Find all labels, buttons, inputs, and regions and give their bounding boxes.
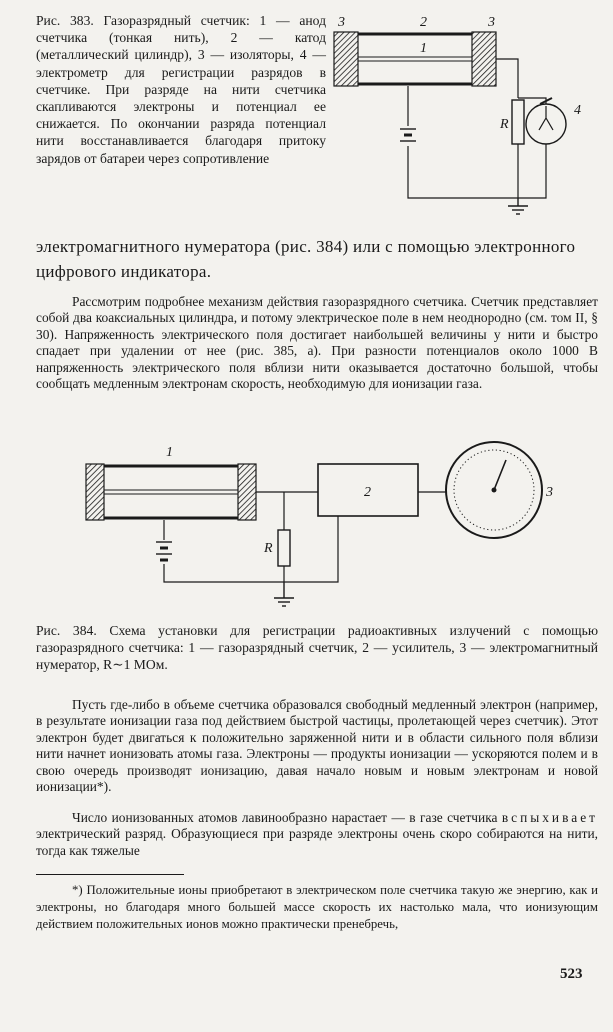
label-insulator-left: 3 xyxy=(338,15,345,30)
label-electrometer: 4 xyxy=(574,103,581,118)
label-resistor-384: R xyxy=(264,541,273,556)
fig384-caption: Рис. 384. Схема установки для регистрации радиоактивных излучений с помощью газоразрядного счетчика: 1 — газоразрядный счетчик, 2 — усилитель, 3 — электромагнитный нумератор, R∼1 МОм. xyxy=(36,623,598,673)
numerator-dial xyxy=(446,442,542,538)
insulator-left xyxy=(334,32,358,86)
footnote: *) Положительные ионы приобретают в электрическом поле счетчика такую же энергию, как и электроны, но благодаря много большей массе скорость их настолько мала, что ионизующим действием положительных ионов можно практически пренебречь, xyxy=(36,883,598,931)
paragraph-3-emphasis: вспыхивает xyxy=(501,810,598,825)
label-numerator: 3 xyxy=(546,485,553,500)
fig384-diagram xyxy=(64,440,584,616)
fig383-caption: Рис. 383. Газоразрядный счетчик: 1 — анод счетчика (тонкая нить), 2 — катод (металлический цилиндр), 3 — изоляторы, 4 — электрометр для регистрации разрядов в счетчике. При разряде на нити счетчика скапливаются электроны и потенциал ее снижается. По окончании разряда потенциал нити восстанавливается благодаря притоку зарядов от батареи через сопротивление xyxy=(36,13,326,166)
ground-symbol-384 xyxy=(274,582,294,606)
paragraph-top: электромагнитного нумератора (рис. 384) или с помощью электронного цифрового индикатора. xyxy=(36,237,576,281)
insulator-right xyxy=(472,32,496,86)
footnote-rule xyxy=(36,874,184,875)
electrometer-383 xyxy=(526,98,566,144)
label-amplifier: 2 xyxy=(364,485,371,500)
paragraph-3-end: электрический разряд. Образующиеся при разряде электроны очень скоро собираются на нити, тогда как тяжелые xyxy=(36,826,598,858)
paragraph-2: Пусть где-либо в объеме счетчика образовался свободный медленный электрон (например, в результате ионизации газа под действием быстрой частицы, пролетающей через счетчик). Этот электрон будет двигаться к положительно заряженной нити и в области сильного поля вблизи нити начнет ионизовать атомы газа. Электроны — продукты ионизации — ускоряются полем и в свою очередь производят ионизацию, давая начало новым и новым электронам и новой ионизации*). xyxy=(36,697,598,795)
label-cathode: 2 xyxy=(420,15,427,30)
paragraph-3-start: Число ионизованных атомов лавинообразно нарастает — в газе счетчика xyxy=(72,810,502,825)
battery-384 xyxy=(156,542,172,560)
circuit-wires-384 xyxy=(164,492,446,582)
label-resistor-383: R xyxy=(500,117,509,132)
counter-tube-384 xyxy=(86,464,256,520)
resistor-384 xyxy=(278,530,290,566)
label-anode: 1 xyxy=(420,41,427,56)
dial-needle xyxy=(494,460,506,490)
label-insulator-right: 3 xyxy=(488,15,495,30)
battery-383 xyxy=(400,129,416,141)
paragraph-main: Рассмотрим подробнее механизм действия газоразрядного счетчика. Счетчик представляет собой два коаксиальных цилиндра, и потому электрическое поле в нем неоднородно (см. том II, § 30). Напряженность электрического поля достигает наибольшей величины у нити и быстро спадает при удалении от нее (рис. 385, а). При разности потенциалов около 1000 В напряженность электрического поля вблизи нити оказывается достаточно большой, чтобы сообщать медленным электронам скорость, необходимую для ионизации газа. xyxy=(36,294,598,392)
resistor-383 xyxy=(512,100,524,144)
page-number: 523 xyxy=(560,966,583,982)
label-counter: 1 xyxy=(166,445,173,460)
paragraph-3 xyxy=(36,810,598,859)
fig383-diagram xyxy=(328,8,598,218)
ground-symbol-383 xyxy=(508,198,528,214)
counter-tube-383 xyxy=(334,32,496,86)
